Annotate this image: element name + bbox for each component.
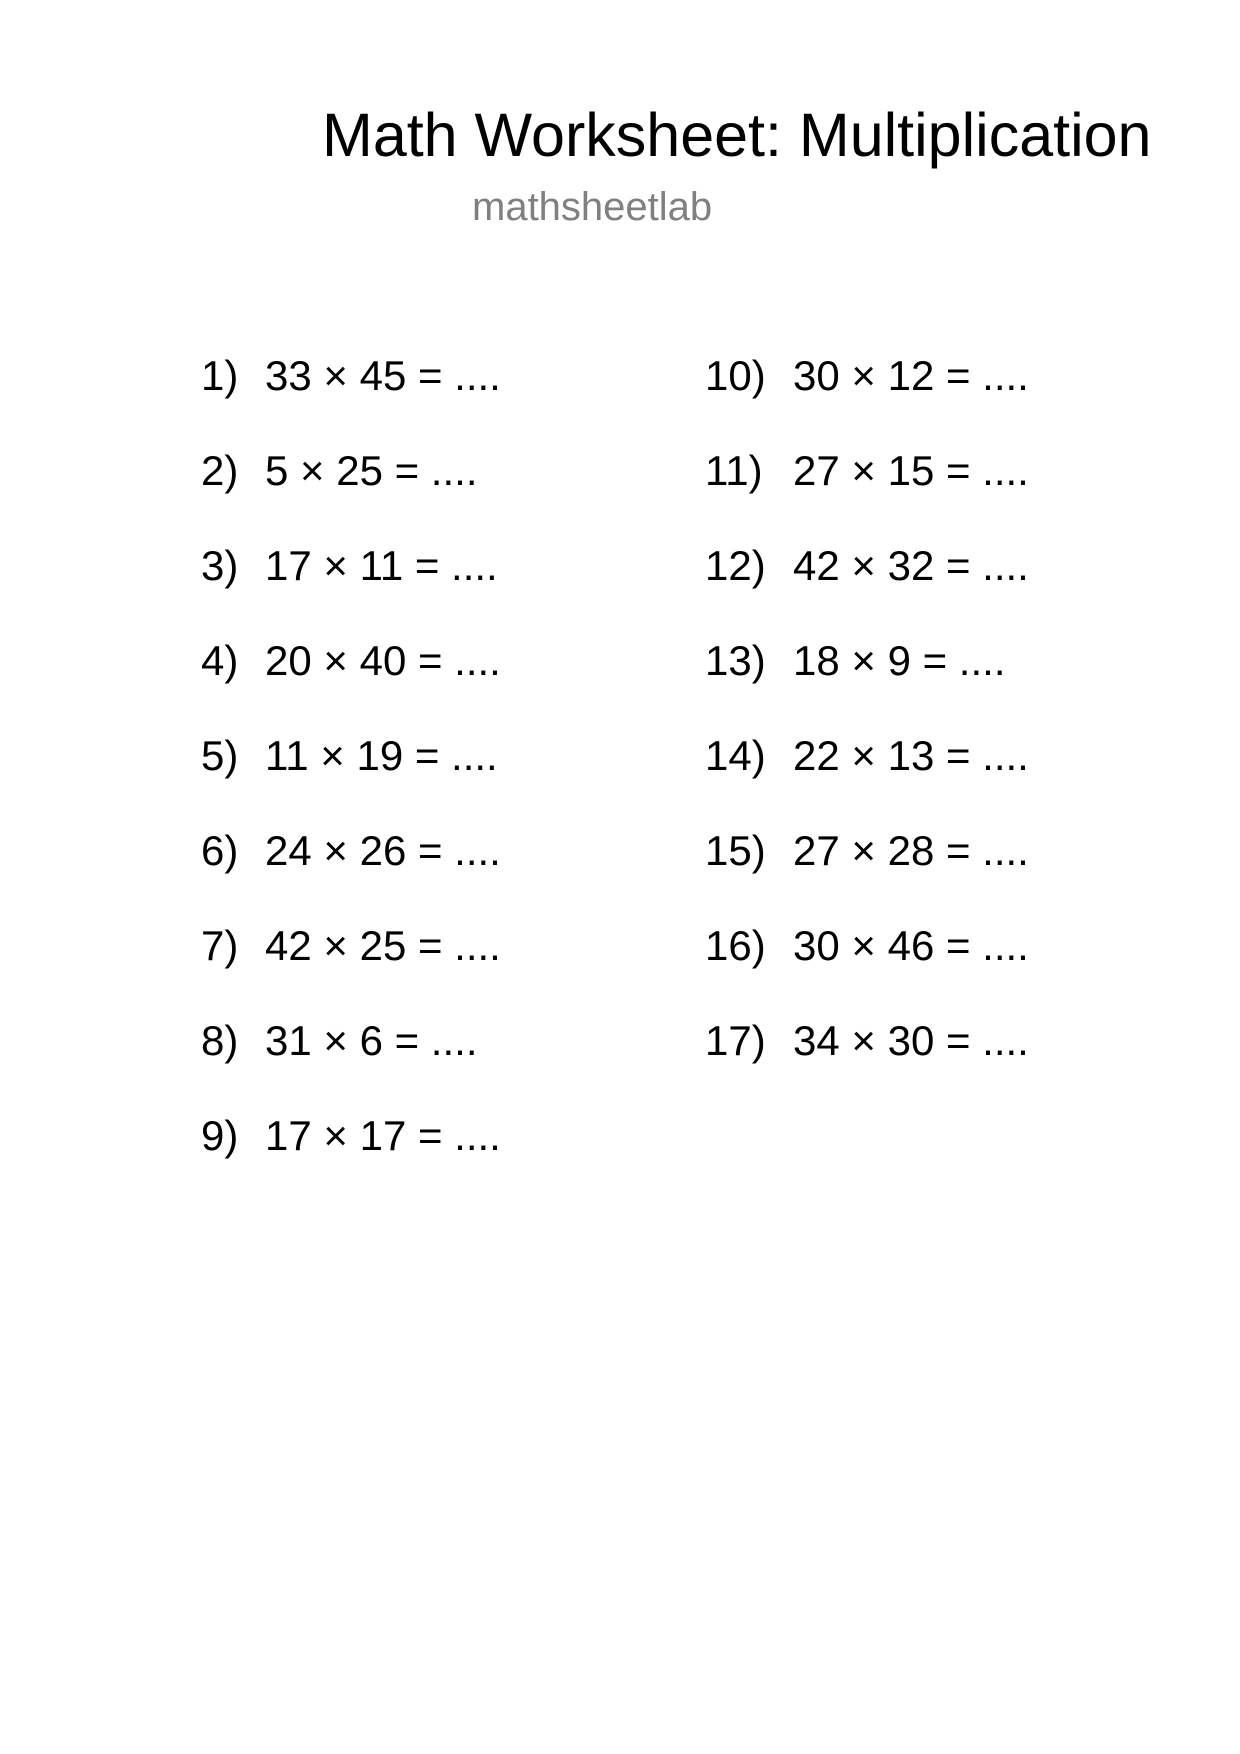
problem-item (705, 922, 1029, 1017)
problem-number: 2) (201, 447, 239, 494)
problem-item (705, 447, 1029, 542)
problem-expression: 30 × 46 = .... (793, 922, 1029, 969)
problem-number: 9) (201, 1112, 239, 1159)
problem-expression: 18 × 9 = .... (793, 637, 1006, 684)
problem-expression: 11 × 19 = .... (265, 732, 498, 779)
problem-number: 4) (201, 637, 239, 684)
problem-item (201, 922, 501, 1017)
problem-item (705, 542, 1029, 637)
problem-expression: 17 × 11 = .... (265, 542, 498, 589)
problem-item (705, 637, 1029, 732)
problem-number: 3) (201, 542, 239, 589)
problem-item (705, 1017, 1029, 1112)
problem-number: 7) (201, 922, 239, 969)
problem-expression: 17 × 17 = .... (265, 1112, 501, 1159)
problem-item (201, 637, 501, 732)
problem-expression: 27 × 15 = .... (793, 447, 1029, 494)
problem-number: 15) (705, 827, 766, 874)
problem-expression: 22 × 13 = .... (793, 732, 1029, 779)
problem-item (201, 1112, 501, 1207)
problem-number: 5) (201, 732, 239, 779)
problem-expression: 31 × 6 = .... (265, 1017, 478, 1064)
problem-number: 14) (705, 732, 766, 779)
problem-number: 1) (201, 352, 239, 399)
problem-item (201, 827, 501, 922)
problem-item (201, 542, 501, 637)
problem-expression: 42 × 25 = .... (265, 922, 501, 969)
problem-number: 17) (705, 1017, 766, 1064)
page-subtitle: mathsheetlab (472, 185, 713, 229)
problem-expression: 30 × 12 = .... (793, 352, 1029, 399)
problem-item (201, 1017, 501, 1112)
problem-expression: 42 × 32 = .... (793, 542, 1029, 589)
problem-expression: 20 × 40 = .... (265, 637, 501, 684)
problem-item (705, 352, 1029, 447)
problem-item (705, 827, 1029, 922)
problem-item (201, 732, 501, 827)
problem-number: 6) (201, 827, 239, 874)
problem-list-left (201, 352, 501, 1207)
problem-number: 12) (705, 542, 766, 589)
problem-expression: 34 × 30 = .... (793, 1017, 1029, 1064)
problem-expression: 5 × 25 = .... (265, 447, 478, 494)
problem-item (201, 352, 501, 447)
problem-item (201, 447, 501, 542)
page-title: Math Worksheet: Multiplication (322, 101, 1152, 169)
problem-expression: 27 × 28 = .... (793, 827, 1029, 874)
problem-number: 13) (705, 637, 766, 684)
problem-item (705, 732, 1029, 827)
problem-number: 10) (705, 352, 766, 399)
problem-expression: 33 × 45 = .... (265, 352, 501, 399)
problem-list-right (705, 352, 1029, 1112)
problem-number: 11) (705, 447, 763, 494)
problem-number: 16) (705, 922, 766, 969)
problem-expression: 24 × 26 = .... (265, 827, 501, 874)
problem-number: 8) (201, 1017, 239, 1064)
